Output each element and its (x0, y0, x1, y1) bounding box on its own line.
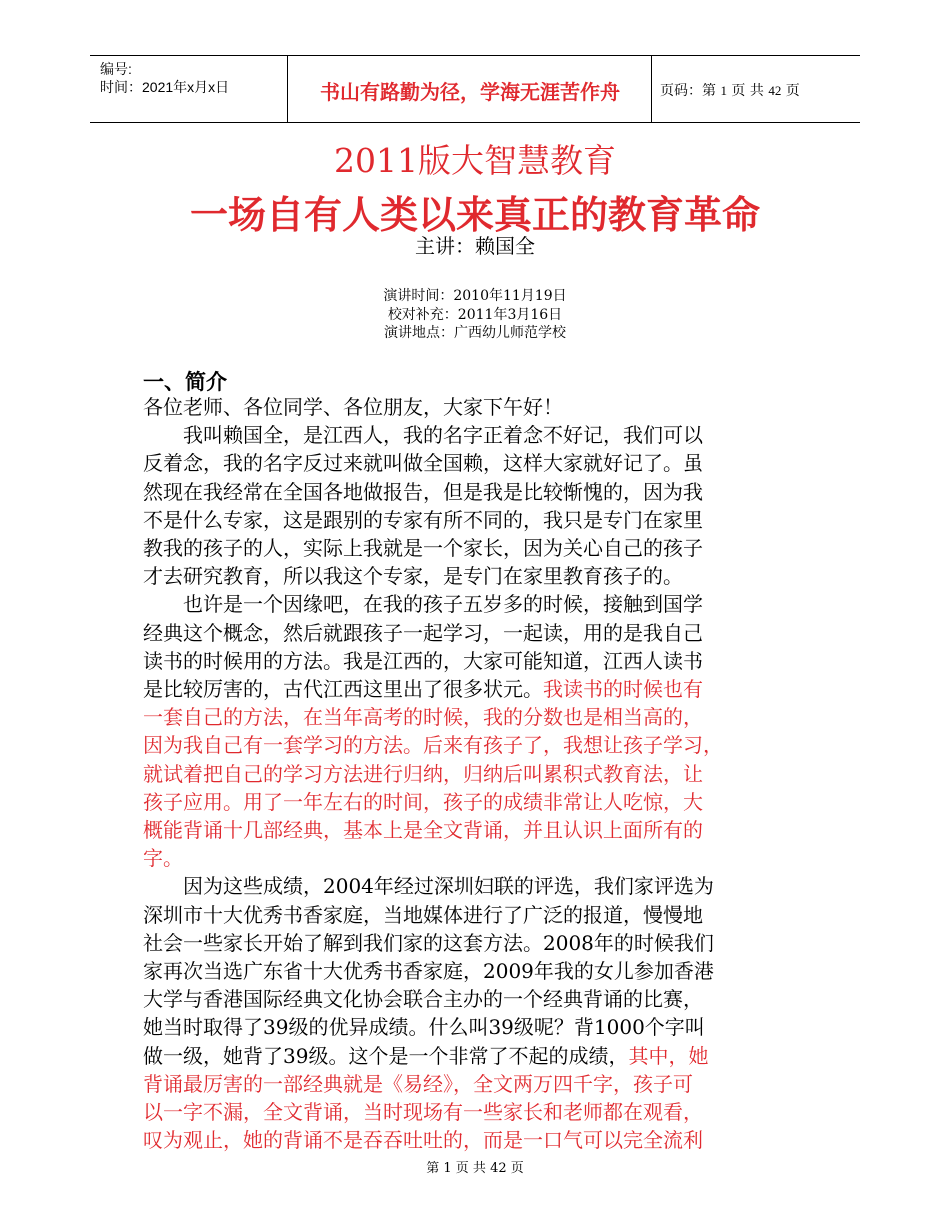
text-line: 大学与香港国际经典文化协会联合主办的一个经典背诵的比赛， (143, 987, 703, 1012)
highlight-segment: 我读书的时候也有 (543, 677, 703, 702)
footer-mid: 页 共 (455, 1161, 486, 1176)
lecture-meta (0, 287, 950, 343)
page-mid: 页 共 (731, 83, 764, 99)
meta-revised: 校对补充：2011年3月16日 (387, 306, 563, 323)
highlight-line: 字。 (143, 846, 183, 871)
page-number: 1 (720, 83, 727, 98)
footer-page: 1 (443, 1161, 452, 1176)
highlight-line: 就试着把自己的学习方法进行归纳，归纳后叫累积式教育法，让 (143, 761, 703, 786)
text-segment: 做一级，她背了39级。这个是一个非常了不起的成绩， (143, 1043, 629, 1068)
doc-time-label: 时间：2021年x月x日 (100, 79, 230, 95)
header-left-cell (100, 60, 229, 96)
header-page-info (660, 80, 800, 100)
meta-place: 演讲地点：广西幼儿师范学校 (384, 325, 566, 341)
meta-date: 演讲时间：2010年11月19日 (383, 288, 567, 304)
text-line (143, 675, 823, 703)
highlight-line: 孩子应用。用了一年左右的时间，孩子的成绩非常让人吃惊，大 (143, 789, 703, 814)
text-line: 读书的时候用的方法。我是江西的，大家可能知道，江西人读书 (143, 648, 703, 673)
page-total: 42 (768, 83, 782, 98)
highlight-line: 一套自己的方法，在当年高考的时候，我的分数也是相当高的， (143, 705, 703, 730)
text-line: 不是什么专家，这是跟别的专家有所不同的，我只是专门在家里 (143, 507, 703, 532)
doc-code-label: 编号: (100, 61, 132, 77)
header-top-rule (90, 55, 860, 56)
highlight-line: 因为我自己有一套学习的方法。后来有孩子了，我想让孩子学习， (143, 733, 723, 758)
header-divider-right (651, 56, 652, 122)
text-line: 反着念，我的名字反过来就叫做全国赖，这样大家就好记了。虽 (143, 451, 703, 476)
text-line: 才去研究教育，所以我这个专家，是专门在家里教育孩子的。 (143, 564, 683, 589)
page-footer (0, 1157, 950, 1176)
text-line: 家再次当选广东省十大优秀书香家庭，2009年我的女儿参加香港 (143, 959, 714, 984)
footer-prefix: 第 (426, 1161, 440, 1176)
text-line: 我叫赖国全，是江西人，我的名字正着念不好记，我们可以 (143, 423, 703, 448)
text-line: 然现在我经常在全国各地做报告，但是我是比较惭愧的，因为我 (143, 479, 703, 504)
text-line: 经典这个概念，然后就跟孩子一起学习，一起读，用的是我自己 (143, 620, 703, 645)
section-heading: 一、简介 (143, 370, 227, 394)
text-line (143, 1042, 823, 1070)
text-line: 深圳市十大优秀书香家庭，当地媒体进行了广泛的报道，慢慢地 (143, 902, 703, 927)
body-text (143, 393, 823, 1154)
title-line-1: 2011版大智慧教育 (334, 141, 616, 180)
highlight-line: 以一字不漏，全文背诵，当时现场有一些家长和老师都在观看， (143, 1100, 703, 1125)
highlight-line: 概能背诵十几部经典，基本上是全文背诵，并且认识上面所有的 (143, 818, 703, 843)
header-bottom-rule (90, 122, 860, 123)
text-line: 因为这些成绩，2004年经过深圳妇联的评选，我们家评选为 (143, 874, 714, 899)
text-line: 她当时取得了39级的优异成绩。什么叫39级呢？背1000个字叫 (143, 1015, 705, 1040)
footer-suffix: 页 (510, 1161, 524, 1176)
text-line: 教我的孩子的人，实际上我就是一个家长，因为关心自己的孩子 (143, 536, 703, 561)
text-line: 各位老师、各位同学、各位朋友，大家下午好！ (143, 395, 563, 419)
highlight-line: 叹为观止，她的背诵不是吞吞吐吐的，而是一口气可以完全流利 (143, 1128, 703, 1153)
text-line: 社会一些家长开始了解到我们家的这套方法。2008年的时候我们 (143, 930, 714, 955)
text-segment: 是比较厉害的，古代江西这里出了很多状元。 (143, 677, 543, 702)
speaker: 主讲：赖国全 (415, 234, 535, 258)
page-prefix: 页码：第 (660, 83, 716, 99)
page-suffix: 页 (785, 83, 800, 99)
header-motto: 书山有路勤为径，学海无涯苦作舟 (320, 80, 620, 104)
text-line: 也许是一个因缘吧，在我的孩子五岁多的时候，接触到国学 (143, 592, 703, 617)
header-divider-left (287, 56, 288, 122)
highlight-segment: 其中，她 (628, 1043, 709, 1068)
footer-total: 42 (490, 1161, 507, 1176)
title-line-2: 一场自有人类以来真正的教育革命 (189, 192, 760, 237)
highlight-line: 背诵最厉害的一部经典就是《易经》，全文两万四千字，孩子可 (143, 1071, 693, 1096)
